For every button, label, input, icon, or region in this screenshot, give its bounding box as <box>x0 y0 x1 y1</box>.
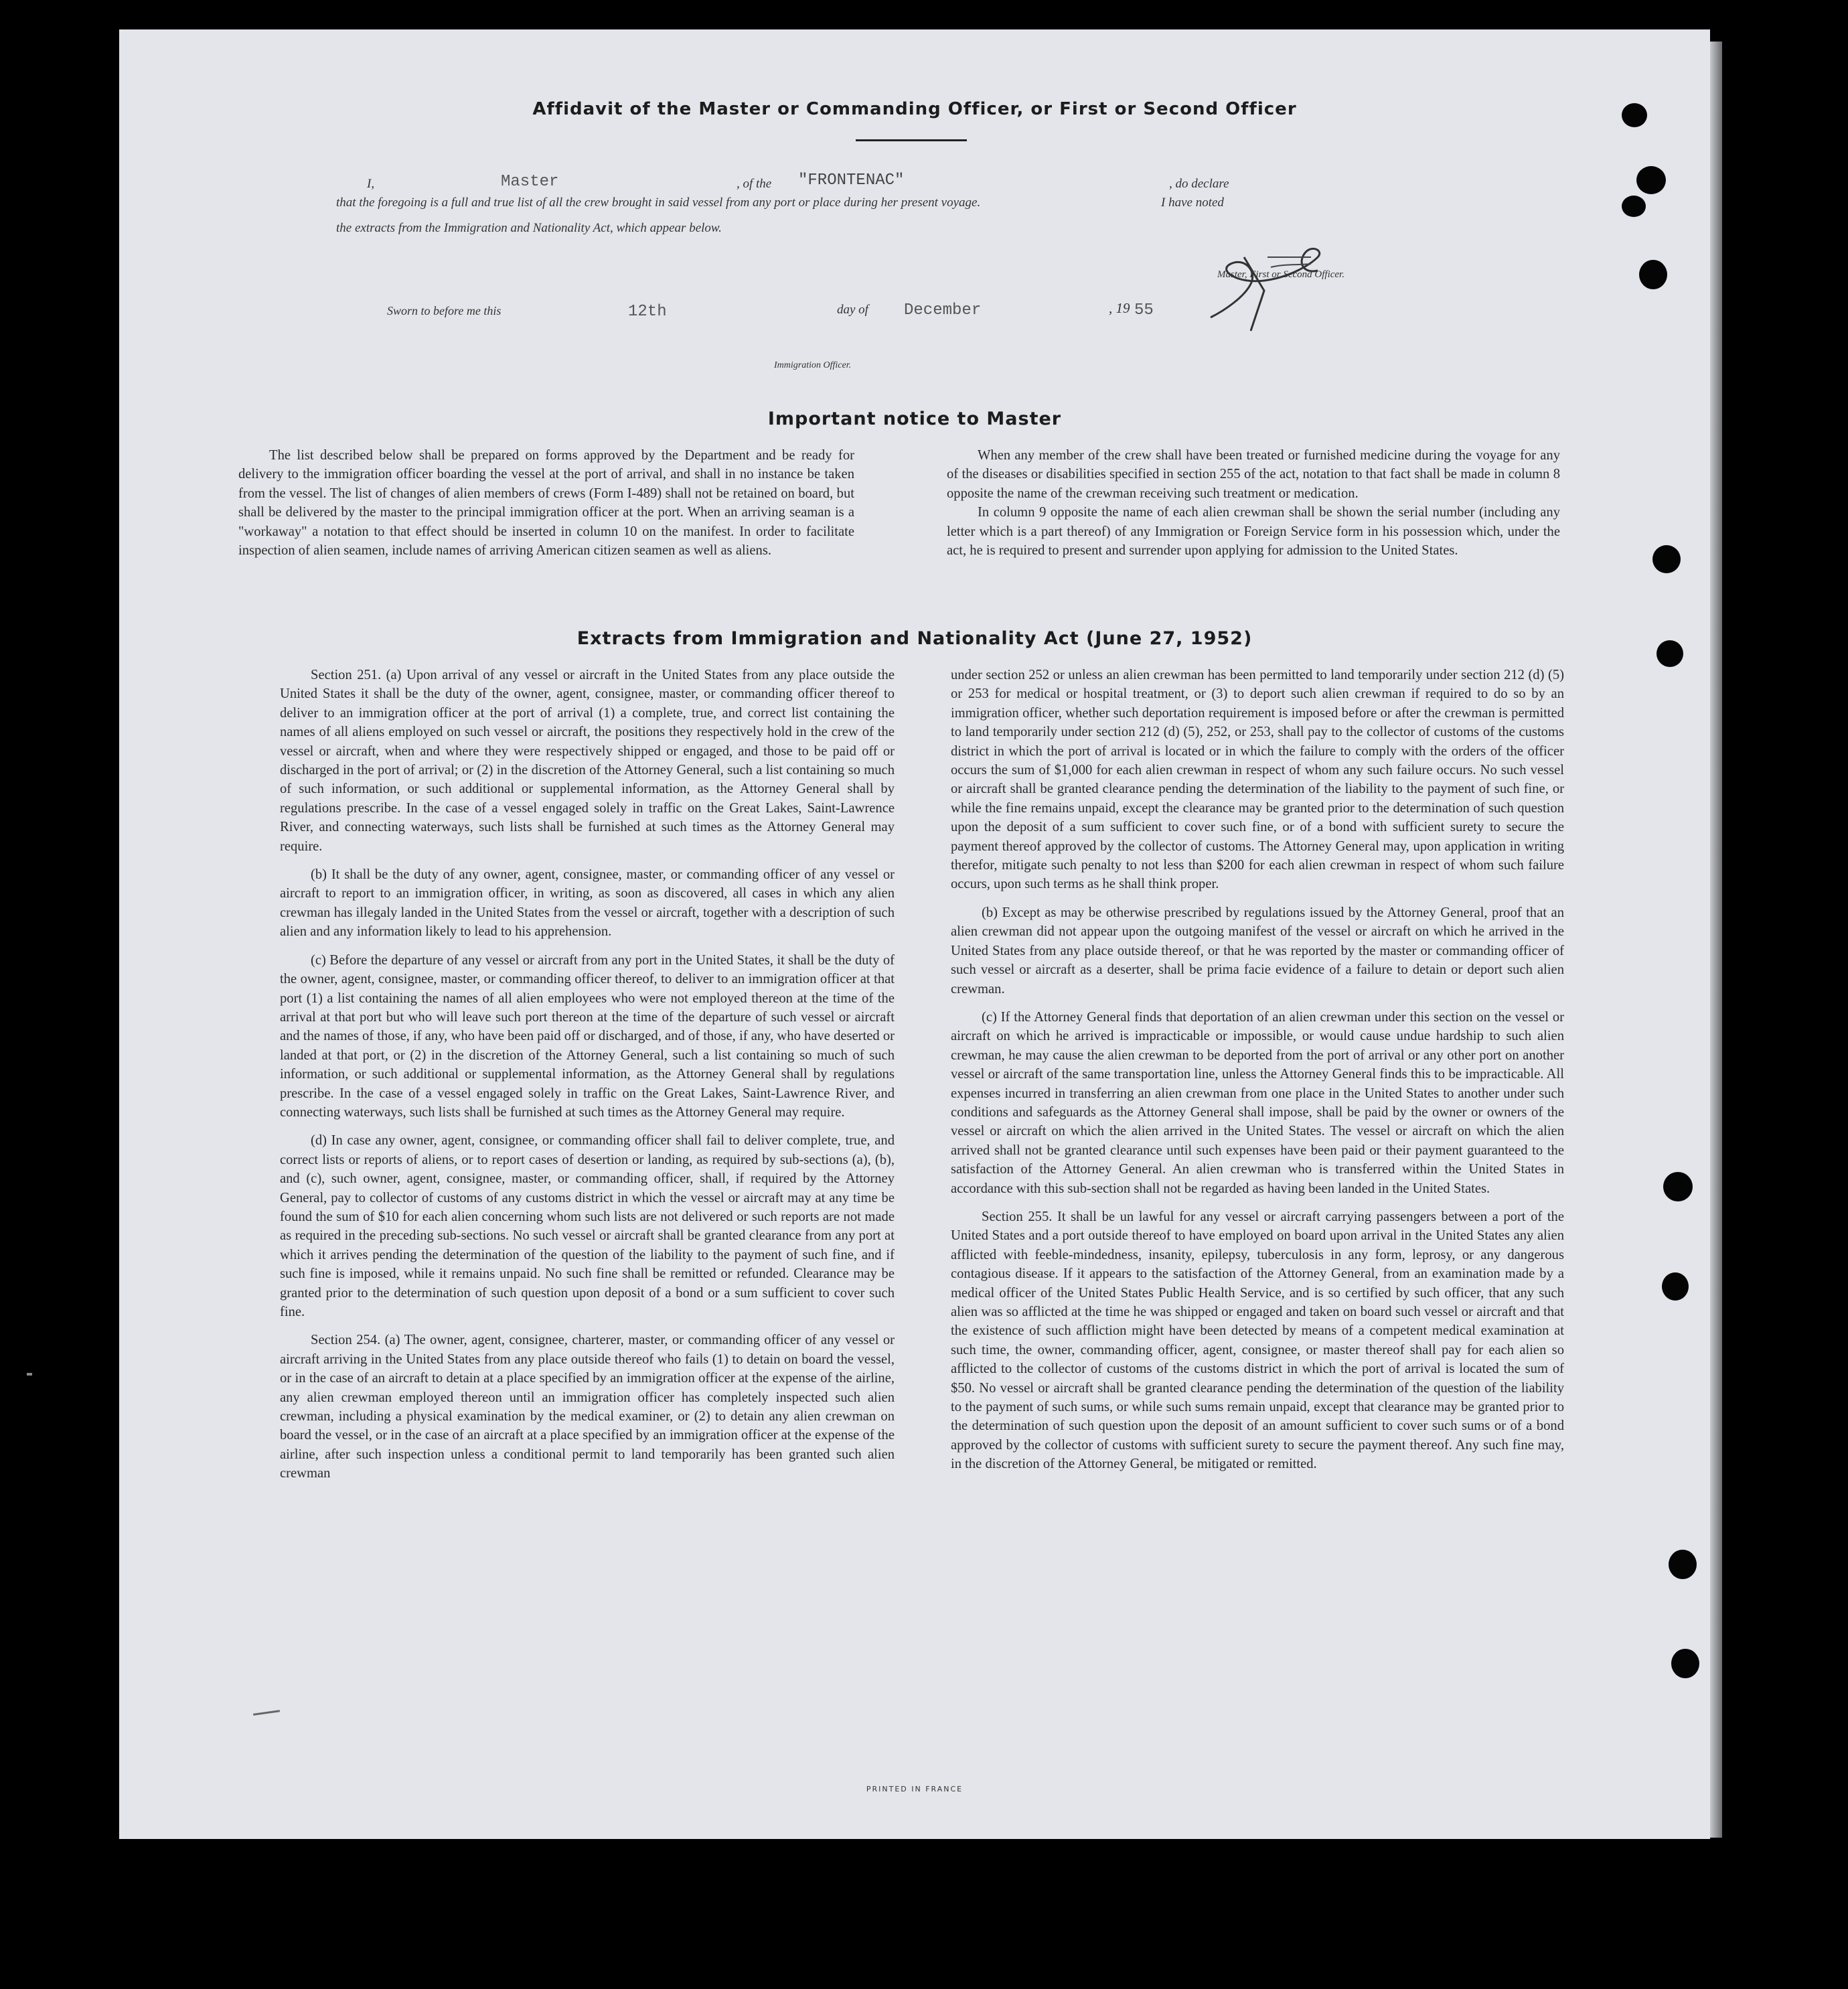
section-paragraph: Section 251. (a) Upon arrival of any vessel or aircraft in the United States from any place outside the United States it shall be the duty of the owner, agent, consignee, master, or commanding officer thereof to deliver to an immigration officer at the port of arrival (1) a complete, true, and correct list containing the names of all aliens employed on such vessel or aircraft, the positions they respectively hold in the crew of the vessel or aircraft, when and where they were respectively shipped or engaged, and those to be paid off or discharged in the port of arrival; or (2) in the discretion of the Attorney General, such a list containing so much of such information, or such additional or supplemental information, as the Attorney General shall by regulations prescribe. In the case of a vessel engaged solely in traffic on the Great Lakes, Saint-Lawrence River, and connecting waterways, such lists shall be furnished at such times as the Attorney General may require. <box>280 668 895 854</box>
section-paragraph: (b) Except as may be otherwise prescribed by regulations issued by the Attorney General, proof that an alien crewman did not appear upon the outgoing manifest of the vessel or aircraft on which he arrived in the United States from any place outside thereof, or that he was reported by the master or commanding officer of such vessel or aircraft as a deserter, shall be prima facie evidence of a failure to detain or deport such alien crewman. <box>951 905 1564 997</box>
punch-hole <box>1657 640 1683 667</box>
notice-paragraph: The list described below shall be prepared on forms approved by the Department and be ready for delivery to the immigration officer boarding the vessel at the port of arrival, and shall in no instance be taken from the vessel. The list of changes of alien members of crews (Form I-489) shall not be retained on board, but shall be delivered by the master to the principal immigration officer at the port. When an arriving seaman is a "workaway" a notation to that effect should be inserted in column 10 on the manifest. In order to facilitate inspection of alien seamen, include names of arriving American citizen seamen as well as aliens. <box>238 448 854 559</box>
sworn-month-typed: December <box>904 301 982 319</box>
immigration-officer-caption: Immigration Officer. <box>774 360 852 370</box>
extracts-right-column <box>951 666 1564 1483</box>
punch-hole <box>1636 166 1666 194</box>
have-noted-label: I have noted <box>1161 196 1224 210</box>
vessel-name-typed: "FRONTENAC" <box>798 171 905 190</box>
master-name-typed: Master <box>501 173 559 191</box>
affidavit-statement: that the foregoing is a full and true list of all the crew brought in said vessel from any port or place during her present voyage. <box>336 196 981 210</box>
of-the-label: , of the <box>737 177 772 191</box>
affidavit-i: I, <box>367 177 375 191</box>
scan-speck <box>27 1373 32 1376</box>
notice-paragraph: When any member of the crew shall have been treated or furnished medicine during the voyage for any of the diseases or disabilities specified in section 255 of the act, notation to that fact shall be made in column 8 opposite the name of the crewman receiving such treatment or medication. <box>947 448 1560 501</box>
punch-hole <box>1622 196 1646 217</box>
notice-paragraph: In column 9 opposite the name of each alien crewman shall be shown the serial number (including any letter which is a part thereof) of any Immigration or Foreign Service form in his possession which, under the act, he is required to present and surrender upon applying for admission to the United States. <box>947 505 1560 559</box>
notice-right-column <box>947 446 1560 560</box>
printed-in-footer: PRINTED IN FRANCE <box>866 1785 964 1793</box>
section-paragraph: (c) If the Attorney General finds that deportation of an alien crewman under this section on the vessel or aircraft on which he arrived is impracticable or impossible, or would cause undue hardship to such alien crewman, he may cause the alien crewman to be deported from the port of arrival or any other port on another vessel or aircraft of the same transportation line, unless the Attorney General finds this to be impracticable. All expenses incurred in transferring an alien crewman from one place in the United States to another under such conditions and safeguards as the Attorney General shall impose, shall be paid by the owner or owners of the vessel or aircraft on which the alien arrived in the United States. The vessel or aircraft on which the alien arrived shall not be granted clearance until such expenses have been paid or their payment guaranteed to the satisfaction of the Attorney General. An alien crewman who is transferred within the United States in accordance with this sub-section shall not be regarded as having been landed in the United States. <box>951 1009 1564 1196</box>
section-paragraph: (b) It shall be the duty of any owner, agent, consignee, master, or commanding officer of any vessel or aircraft to report to an immigration officer, in writing, as soon as discovered, all cases in which any alien crewman has illegaly landed in the United States from the vessel or aircraft, together with a description of such alien and any information likely to lead to his apprehension. <box>280 867 895 940</box>
section-paragraph: (c) Before the departure of any vessel or aircraft from any port in the United States, it shall be the duty of the owner, agent, consignee, master, or commanding officer thereof, to deliver to an immigration officer at that port (1) a list containing the names of all alien employees who were not employed thereon at the time of the arrival at that port but who will leave such port thereon at the time of the departure of such vessel or aircraft and the names of those, if any, who have been paid off or discharged, and of those, if any, who have deserted or landed at that port, or (2) in the discretion of the Attorney General, such a list containing so much of such information, or such additional or supplemental information, as the Attorney General shall by regulations prescribe. In the case of a vessel engaged solely in traffic on the Great Lakes, Saint-Lawrence River, and connecting waterways, such lists shall be furnished at such times as the Attorney General may require. <box>280 952 895 1120</box>
sworn-day-typed: 12th <box>628 303 667 321</box>
margin-pencil-mark <box>253 1710 280 1716</box>
section-paragraph: (d) In case any owner, agent, consignee, or commanding officer shall fail to deliver complete, true, and correct lists or reports of aliens, or to report cases of desertion or landing, as required by sub-sections (a), (b), and (c), such owner, agent, consignee, master, or commanding officer, shall, if required by the Attorney General, pay to collector of customs of any customs district in which the vessel or aircraft may at any time be found the sum of $10 for each alien concerning whom such lists are not delivered or such reports are not made as required in the preceding sub-sections. No such vessel or aircraft shall be granted clearance from any port at which it arrives pending the determination of the question of the liability to the payment of such fine, and if such fine is imposed, while it remains unpaid. No such fine shall be remitted or refunded. Clearance may be granted prior to the determination of such question upon deposit of a bond or a sum sufficient to cover such fine. <box>280 1133 895 1319</box>
affidavit-title: Affidavit of the Master or Commanding Officer, or First or Second Officer <box>532 99 1297 119</box>
sworn-label: Sworn to before me this <box>387 304 502 317</box>
do-declare-label: , do declare <box>1169 177 1229 191</box>
punch-hole <box>1652 545 1681 573</box>
section-paragraph: Section 255. It shall be un lawful for any vessel or aircraft carrying passengers between a port of the United States and a port outside thereof to have employed on board upon arrival in the United States any alien afflicted with feeble-mindedness, insanity, epilepsy, tuberculosis in any form, leprosy, or any dangerous contagious disease. If it appears to the satisfaction of the Attorney General, from an examination made by a medical officer of the United States Public Health Service, and is so certified by such officer, that any such alien was so afflicted at the time he was shipped or engaged and taken on board such vessel or aircraft and that the existence of such affliction might have been detected by means of a competent medical examination at such time, the owner, commanding officer, agent, consignee, or master thereof shall pay for each alien so afflicted to the collector of customs of the customs district in which the port of arrival is located the sum of $50. No vessel or aircraft shall be granted clearance pending the determination of the question of the liability to the payment of such sums, or while such sums remain unpaid, except that clearance may be granted prior to the determination of such question upon the deposit of an amount sufficient to cover such sums or of a bond approved by the collector of customs with sufficient surety to secure the payment thereof. Any such fine may, in the discretion of the Attorney General, be mitigated or remitted. <box>951 1209 1564 1472</box>
year-prefix: , 19 <box>1109 300 1130 316</box>
punch-hole <box>1622 103 1647 127</box>
punch-hole <box>1662 1272 1689 1301</box>
extracts-left-column <box>280 666 895 1493</box>
signature-caption: Master, First or Second Officer. <box>1217 269 1344 280</box>
document-page <box>119 29 1710 1839</box>
punch-hole <box>1671 1649 1699 1678</box>
extracts-note: the extracts from the Immigration and Nationality Act, which appear below. <box>336 221 722 235</box>
day-of-label: day of <box>837 303 868 317</box>
punch-hole <box>1663 1172 1693 1201</box>
punch-hole <box>1669 1550 1697 1579</box>
title-rule <box>856 139 967 141</box>
notice-title: Important notice to Master <box>767 409 1062 429</box>
extracts-title: Extracts from Immigration and Nationality Act (June 27, 1952) <box>576 628 1253 649</box>
punch-hole <box>1639 260 1667 289</box>
sworn-year-typed: 55 <box>1134 301 1154 319</box>
page-edge-shadow <box>1710 42 1722 1838</box>
section-paragraph: under section 252 or unless an alien crewman has been permitted to land temporarily under section 212 (d) (5) or 253 for medical or hospital treatment, or (3) to deport such alien crewman if required to do so by an immigration officer, whether such deportation requirement is imposed before or after the crewman is permitted to land temporarily under section 212 (d) (5), 252, or 253, shall pay to the collector of customs of the customs district in which the port of arrival is located or in which the failure to comply with the orders of the officer occurs the sum of $1,000 for each alien crewman in respect of whom any such failure occurs. No such vessel or aircraft shall be granted clearance pending the determination of the liability to the payment of such fine, or while the fine remains unpaid, except the clearance may be granted prior to the determination of such question upon the deposit of a sum sufficient to cover such fine, or of a bond with sufficient surety to secure the payment thereof approved by the collector of customs. The Attorney General may, upon application in writing therefor, mitigate such penalty to not less than $200 for each alien crewman in respect of whom such failure occurs, upon such terms as he shall think proper. <box>951 668 1564 892</box>
notice-left-column <box>238 446 854 560</box>
section-paragraph: Section 254. (a) The owner, agent, consignee, charterer, master, or commanding officer of any vessel or aircraft arriving in the United States from any place outside thereof who fails (1) to detain on board the vessel, or in the case of an aircraft to detain at a place specified by an immigration officer at the expense of the airline, any alien crewman employed thereon until an immigration officer has completely inspected such alien crewman, including a physical examination by the medical examiner, or (2) to detain any alien crewman on board the vessel, or in the case of an aircraft at a place specified by an immigration officer at the expense of the airline, after such inspection unless a conditional permit to land temporarily has been granted such alien crewman <box>280 1333 895 1481</box>
